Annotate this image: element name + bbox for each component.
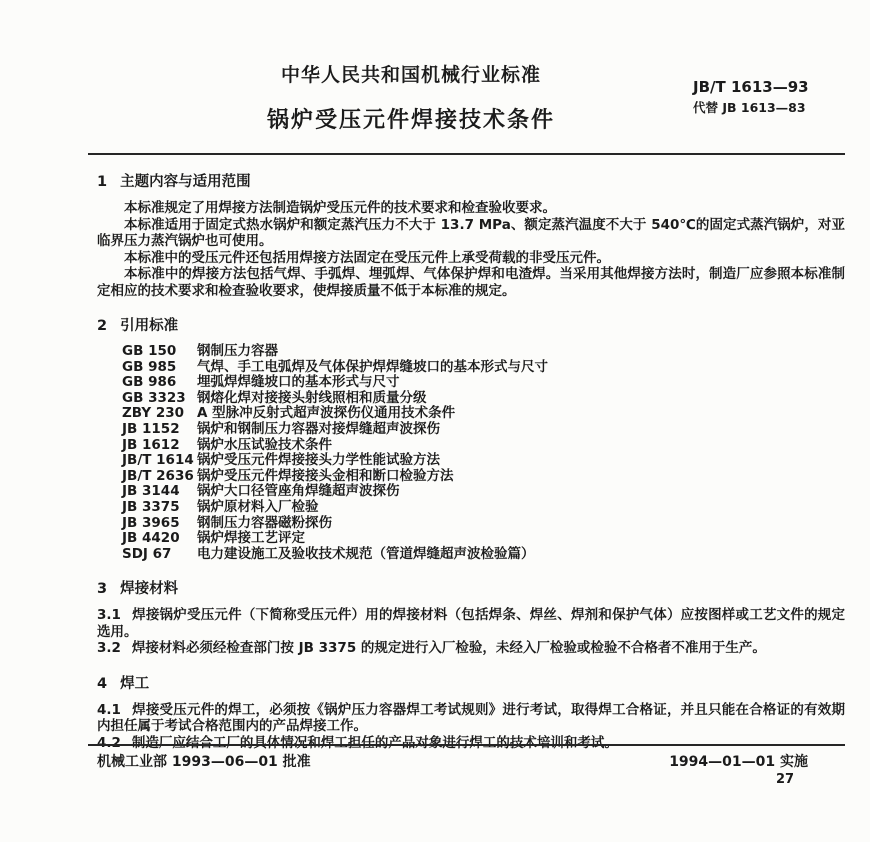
standard-code: JB/T 1613—93 bbox=[693, 78, 809, 96]
reference-code: GB 986 bbox=[122, 374, 177, 391]
reference-code: ZBY 230 bbox=[122, 405, 184, 422]
section-1-title: 主题内容与适用范围 bbox=[120, 174, 251, 190]
section-references bbox=[97, 314, 845, 562]
clause-text: 焊接材料必须经检查部门按 JB 3375 的规定进行入厂检验，未经入厂检验或检验不合格者不准用于生产。 bbox=[131, 640, 766, 657]
reference-code: JB 3144 bbox=[122, 483, 180, 500]
section-2-title: 引用标准 bbox=[120, 318, 179, 334]
footer-line bbox=[97, 751, 808, 771]
section-1-heading bbox=[97, 170, 845, 191]
reference-code: JB/T 2636 bbox=[122, 467, 194, 484]
reference-code: SDJ 67 bbox=[122, 545, 172, 562]
reference-item bbox=[122, 469, 845, 485]
standard-code-block bbox=[693, 78, 809, 115]
clause-number: 3.1 bbox=[97, 607, 121, 624]
clause-number: 4.2 bbox=[97, 734, 121, 751]
reference-title: 埋弧焊焊缝坡口的基本形式与尺寸 bbox=[197, 374, 400, 391]
reference-item bbox=[122, 360, 845, 376]
reference-item bbox=[122, 422, 845, 438]
section-welders bbox=[97, 672, 845, 752]
reference-title: 钢熔化焊对接接头射线照相和质量分级 bbox=[197, 389, 427, 406]
header-divider bbox=[88, 153, 845, 155]
scope-paragraph-4: 本标准中的焊接方法包括气焊、手弧焊、埋弧焊、气体保护焊和电渣焊。当采用其他焊接方法时，制造厂应参照本标准制定相应的技术要求和检查验收要求，使焊接质量不低于本标准的规定。 bbox=[97, 266, 845, 299]
scope-paragraph-2: 本标准适用于固定式热水锅炉和额定蒸汽压力不大于 13.7 MPa、额定蒸汽温度不大于 540℃的固定式蒸汽锅炉，对亚临界压力蒸汽锅炉也可使用。 bbox=[97, 216, 845, 249]
reference-item bbox=[122, 344, 845, 360]
reference-title: 电力建设施工及验收技术规范（管道焊缝超声波检验篇） bbox=[197, 545, 535, 562]
section-1-number: 1 bbox=[97, 174, 108, 190]
implementation-line: 1994—01—01 实施 bbox=[669, 754, 808, 770]
header-center-block bbox=[97, 60, 725, 134]
reference-title: 气焊、手工电弧焊及气体保护焊焊缝坡口的基本形式与尺寸 bbox=[197, 358, 548, 375]
reference-code: JB 1612 bbox=[122, 436, 180, 453]
clause-text: 焊接受压元件的焊工，必须按《锅炉压力容器焊工考试规则》进行考试，取得焊工合格证，并且只能在合格证的有效期内担任属于考试合格范围内的产品焊接工作。 bbox=[97, 701, 845, 735]
reference-title: 锅炉大口径管座角焊缝超声波探伤 bbox=[197, 483, 400, 500]
clause-3-1 bbox=[97, 607, 845, 640]
reference-title: 锅炉受压元件焊接接头力学性能试验方法 bbox=[197, 452, 440, 469]
scope-paragraph-1: 本标准规定了用焊接方法制造锅炉受压元件的技术要求和检查验收要求。 bbox=[124, 200, 556, 216]
reference-title: 锅炉受压元件焊接接头金相和断口检验方法 bbox=[197, 467, 454, 484]
reference-code: JB 3375 bbox=[122, 498, 180, 515]
reference-item bbox=[122, 547, 845, 563]
document-title: 锅炉受压元件焊接技术条件 bbox=[266, 108, 555, 133]
reference-title: 锅炉原材料入厂检验 bbox=[197, 498, 319, 515]
clause-4-1 bbox=[97, 702, 845, 735]
reference-code: JB 1152 bbox=[122, 420, 180, 437]
clause-number: 3.2 bbox=[97, 640, 121, 657]
approval-line: 机械工业部 1993—06—01 批准 bbox=[97, 754, 311, 770]
clause-3-2 bbox=[97, 640, 845, 657]
section-4-heading bbox=[97, 672, 845, 693]
section-welding-materials bbox=[97, 577, 845, 657]
section-2-number: 2 bbox=[97, 318, 108, 334]
reference-title: 钢制压力容器 bbox=[197, 343, 278, 359]
section-3-title: 焊接材料 bbox=[120, 581, 179, 598]
reference-item bbox=[122, 453, 845, 469]
reference-item bbox=[122, 375, 845, 391]
document-header bbox=[0, 60, 870, 134]
reference-item bbox=[122, 500, 845, 516]
section-3-number: 3 bbox=[97, 581, 108, 598]
section-2-heading bbox=[97, 314, 845, 335]
clause-number: 4.1 bbox=[97, 701, 121, 718]
document-body bbox=[97, 170, 845, 751]
standard-org-line: 中华人民共和国机械行业标准 bbox=[280, 64, 541, 86]
reference-title: 钢制压力容器磁粉探伤 bbox=[197, 514, 332, 531]
reference-item bbox=[122, 406, 845, 422]
section-4-number: 4 bbox=[97, 675, 108, 692]
page-number: 27 bbox=[776, 772, 795, 787]
reference-item bbox=[122, 484, 845, 500]
section-3-heading bbox=[97, 577, 845, 598]
scope-paragraph-3: 本标准中的受压元件还包括用焊接方法固定在受压元件上承受荷载的非受压元件。 bbox=[124, 249, 610, 266]
standard-replaces: 代替 JB 1613—83 bbox=[693, 99, 806, 115]
clause-text: 制造厂应结合工厂的具体情况和焊工担任的产品对象进行焊工的技术培训和考试。 bbox=[131, 734, 618, 751]
reference-code: GB 985 bbox=[122, 358, 177, 375]
section-4-title: 焊工 bbox=[120, 675, 150, 692]
reference-item bbox=[122, 438, 845, 454]
clause-text: 焊接锅炉受压元件（下简称受压元件）用的焊接材料（包括焊条、焊丝、焊剂和保护气体）应按图样或工艺文件的规定选用。 bbox=[97, 607, 845, 640]
reference-item bbox=[122, 516, 845, 532]
reference-title: 锅炉和钢制压力容器对接焊缝超声波探伤 bbox=[197, 420, 440, 437]
reference-code: JB/T 1614 bbox=[122, 452, 194, 469]
footer-divider bbox=[88, 744, 845, 746]
section-scope bbox=[97, 170, 845, 299]
reference-code: JB 4420 bbox=[122, 530, 180, 547]
reference-title: 锅炉焊接工艺评定 bbox=[197, 530, 305, 547]
reference-code: GB 3323 bbox=[122, 389, 186, 406]
reference-item bbox=[122, 531, 845, 547]
reference-code: GB 150 bbox=[122, 343, 177, 359]
reference-title: 锅炉水压试验技术条件 bbox=[197, 436, 332, 453]
reference-code: JB 3965 bbox=[122, 514, 180, 531]
reference-list bbox=[122, 344, 845, 562]
reference-title: A 型脉冲反射式超声波探伤仪通用技术条件 bbox=[197, 405, 456, 422]
